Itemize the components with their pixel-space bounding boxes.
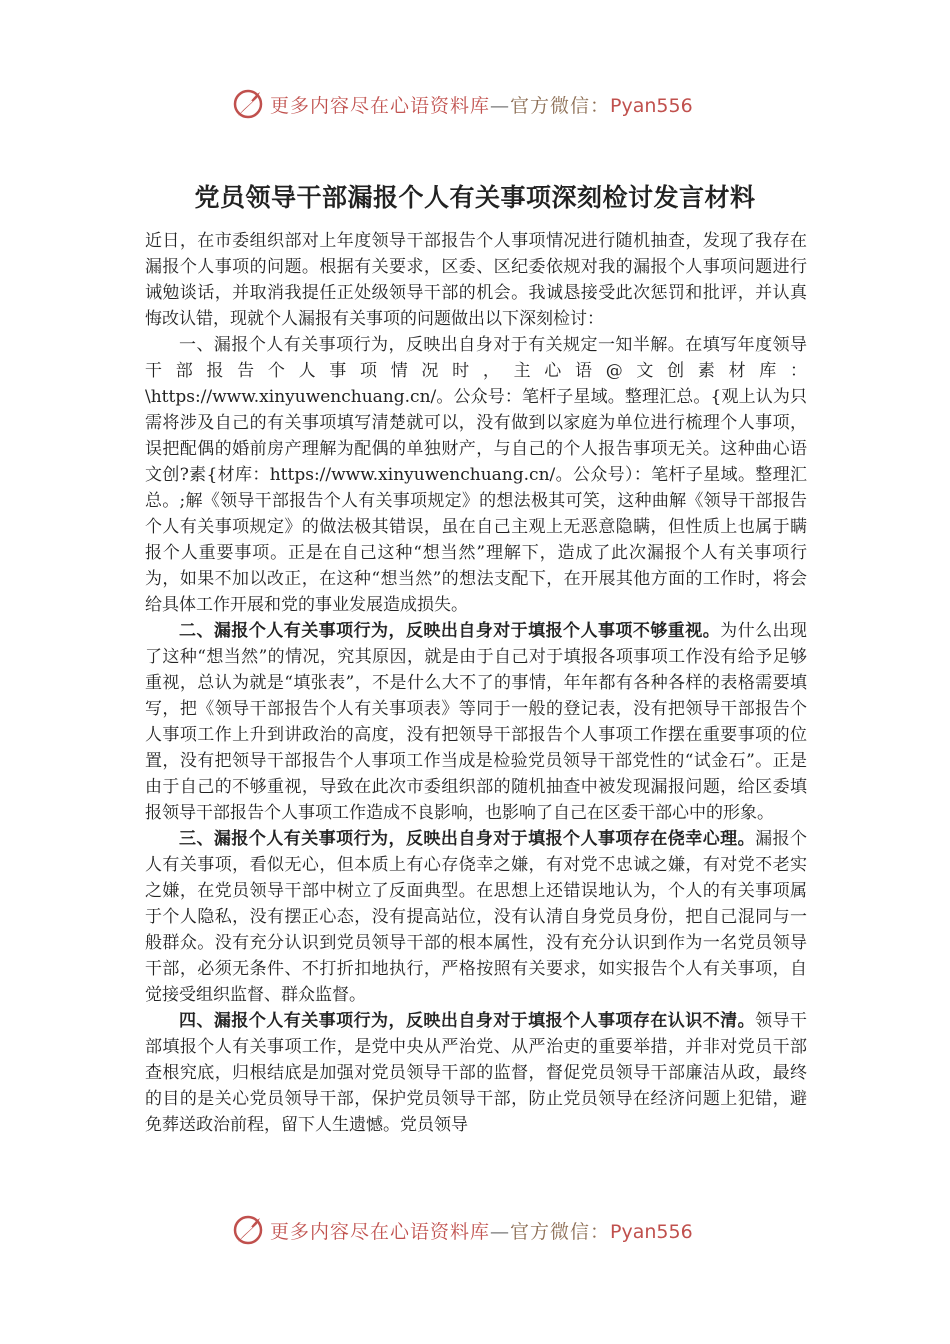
section-2-heading: 二、漏报个人有关事项行为，反映出自身对于填报个人事项不够重视。 <box>179 621 721 641</box>
footer-promo-text: 更多内容尽在心语资料库 <box>270 1220 491 1243</box>
header-separator: — <box>490 94 511 117</box>
section-4 <box>145 1008 807 1138</box>
section-4-body: 领导干部填报个人有关事项工作，是党中央从严治党、从严治吏的重要举措，并非对党员干部查根究底，归根结底是加强对党员领导干部的监督，督促党员领导干部廉洁从政，最终的目的是关心党员领导干部，保护党员领导干部，防止党员领导在经济问题上犯错，避免葬送政治前程，留下人生遗憾。党员领导 <box>145 1011 808 1135</box>
section-1-body: 在填写年度领导干部报告个人事项情况时，主心语@文创素材库：\https://www.xinyuwenchuang.cn/。公众号：笔杆子星域。整理汇总。{观上认为只需将涉及自己的有关事项填写清楚就可以，没有做到以家庭为单位进行梳理个人事项，误把配偶的婚前房产理解为配偶的单独财产，与自己的个人报告事项无关。这种曲心语文创?素{材库：https://www.xinyuwenchuang.cn/。公众号）：笔杆子星域。整理汇总。;解《领导干部报告个人有关事项规定》的想法极其可笑，这种曲解《领导干部报告个人有关事项规定》的做法极其错误，虽在自己主观上无恶意隐瞒，但性质上也属于瞒报个人重要事项。正是在自己这种“想当然”理解下，造成了此次漏报个人有关事项行为，如果不加以改正，在这种“想当然”的想法支配下，在开展其他方面的工作时，将会给具体工作开展和党的事业发展造成损失。 <box>145 335 808 615</box>
section-3-body: 漏报个人有关事项，看似无心，但本质上有心存侥幸之嫌，有对党不忠诚之嫌，有对党不老实之嫌，在党员领导干部中树立了反面典型。在思想上还错误地认为，个人的有关事项属于个人隐私，没有摆正心态，没有提高站位，没有认清自身党员身份，把自己混同与一般群众。没有充分认识到党员领导干部的根本属性，没有充分认识到作为一名党员领导干部，必须无条件、不打折扣地执行，严格按照有关要求，如实报告个人有关事项，自觉接受组织监督、群众监督。 <box>145 829 808 1005</box>
footer-wechat-label: 官方微信： <box>510 1220 611 1243</box>
header-promo-text: 更多内容尽在心语资料库 <box>270 94 491 117</box>
quill-logo-icon <box>232 1213 266 1247</box>
section-2-body: 为什么出现了这种“想当然”的情况，究其原因，就是由于自己对于填报各项事项工作没有给予足够重视，总认为就是“填张表”，不是什么大不了的事情，年年都有各种各样的表格需要填写，把《领导干部报告个人有关事项表》等同于一般的登记表，没有把领导干部报告个人事项工作上升到讲政治的高度，没有把领导干部报告个人事项工作摆在重要事项的位置，没有把领导干部报告个人事项工作当成是检验党员领导干部党性的“试金石”。正是由于自己的不够重视，导致在此次市委组织部的随机抽查中被发现漏报问题，给区委填报领导干部报告个人事项工作造成不良影响，也影响了自己在区委干部心中的形象。 <box>145 621 808 823</box>
intro-paragraph: 近日，在市委组织部对上年度领导干部报告个人事项情况进行随机抽查，发现了我存在漏报个人事项的问题。根据有关要求，区委、区纪委依规对我的漏报个人事项问题进行诫勉谈话，并取消我提任正处级领导干部的机会。我诚恳接受此次惩罚和批评，并认真悔改认错，现就个人漏报有关事项的问题做出以下深刻检讨： <box>145 231 807 329</box>
section-3-heading: 三、漏报个人有关事项行为，反映出自身对于填报个人事项存在侥幸心理。 <box>179 829 756 849</box>
header-wechat-id: Pyan556 <box>610 94 693 117</box>
header-wechat-label: 官方微信： <box>510 94 611 117</box>
document-body <box>145 228 807 1138</box>
footer-wechat-id: Pyan556 <box>610 1220 693 1243</box>
footer-separator: — <box>490 1220 511 1243</box>
quill-logo-icon <box>232 87 266 121</box>
section-4-heading: 四、漏报个人有关事项行为，反映出自身对于填报个人事项存在认识不清。 <box>179 1011 756 1031</box>
section-2 <box>145 618 807 826</box>
header-watermark <box>232 84 752 124</box>
section-1-heading: 一、漏报个人有关事项行为，反映出自身对于有关规定一知半解。 <box>179 335 686 355</box>
section-1 <box>145 332 807 618</box>
document-title: 党员领导干部漏报个人有关事项深刻检讨发言材料 <box>194 183 756 212</box>
section-3 <box>145 826 807 1008</box>
footer-watermark <box>232 1210 752 1250</box>
